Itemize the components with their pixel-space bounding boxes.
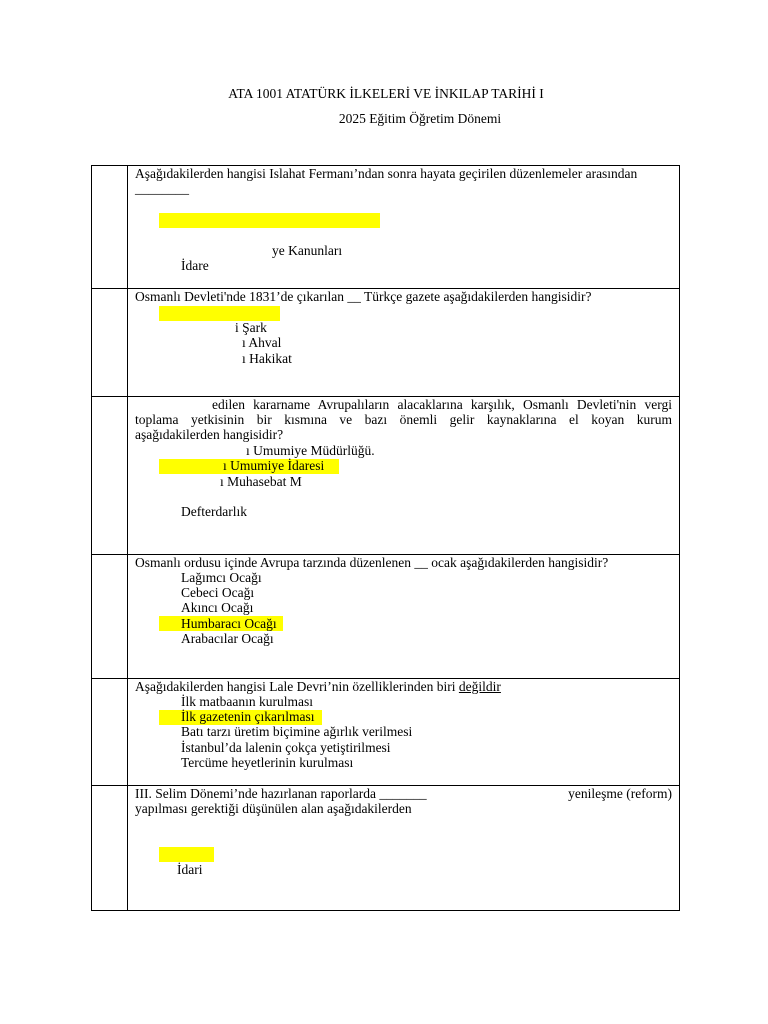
answer-highlight	[159, 847, 214, 862]
answer-highlight	[159, 306, 280, 321]
option-text: i Şark	[235, 320, 267, 335]
option-text: ı Muhasebat M	[220, 474, 302, 489]
question-body-cell	[128, 397, 680, 555]
question-blank: ________	[135, 181, 189, 196]
question-stem: Aşağıdakilerden hangisi Lale Devri’nin özelliklerinden biri değildir	[135, 679, 501, 694]
question-stem-line: edilen kararname Avrupalıların alacaklarına karşılık, Osmanlı Devleti'nin vergi	[212, 397, 672, 412]
option-text: ı Ahval	[242, 335, 282, 350]
document-title: ATA 1001 ATATÜRK İLKELERİ VE İNKILAP TARİHİ I	[228, 86, 544, 101]
question-stem: Osmanlı Devleti'nde 1831’de çıkarılan __ Türkçe gazete aşağıdakilerden hangisidir?	[135, 289, 592, 304]
question-row-5	[92, 679, 680, 786]
option-text: ye Kanunları	[272, 243, 343, 258]
answer-highlight	[159, 213, 380, 228]
question-body-cell	[128, 289, 680, 397]
question-number-cell	[92, 679, 128, 786]
question-number-cell	[92, 786, 128, 911]
option-text: Defterdarlık	[181, 504, 247, 519]
option-text: Lağımcı Ocağı	[181, 570, 262, 585]
option-text: Humbaracı Ocağı	[181, 616, 277, 631]
negation-underlined: değildir	[458, 679, 501, 694]
question-number-cell	[92, 397, 128, 555]
option-text: Cebeci Ocağı	[181, 585, 255, 600]
option-text: İlk matbaanın kurulması	[181, 694, 313, 709]
option-text: ı Hakikat	[242, 351, 292, 366]
question-stem: Osmanlı ordusu içinde Avrupa tarzında düzenlenen __ ocak aşağıdakilerden hangisidir?	[135, 555, 609, 570]
question-stem: yenileşme (reform)	[568, 786, 672, 801]
option-text: Akıncı Ocağı	[181, 600, 254, 615]
question-row-3	[92, 397, 680, 555]
question-row-2	[92, 289, 680, 397]
question-number-cell	[92, 289, 128, 397]
question-body-cell	[128, 166, 680, 289]
option-text: İstanbul’da lalenin çokça yetiştirilmesi	[181, 740, 391, 755]
question-number-cell	[92, 166, 128, 289]
option-text: ı Umumiye İdaresi	[223, 458, 325, 473]
option-text: Batı tarzı üretim biçimine ağırlık verilmesi	[181, 724, 413, 739]
question-row-1	[92, 166, 680, 289]
question-stem-line: aşağıdakilerden hangisidir?	[135, 427, 284, 442]
question-stem: III. Selim Dönemi’nde hazırlanan raporlarda _______	[135, 786, 427, 801]
option-text: İdari	[177, 862, 203, 877]
option-text: İdare	[181, 258, 209, 273]
option-text: ı Umumiye Müdürlüğü.	[246, 443, 375, 458]
question-stem: Aşağıdakilerden hangisi Islahat Fermanı’ndan sonra hayata geçirilen düzenlemeler arasından	[135, 166, 638, 181]
question-number-cell	[92, 555, 128, 679]
question-body-cell	[128, 786, 680, 911]
question-body-cell	[128, 679, 680, 786]
question-row-6	[92, 786, 680, 911]
question-body-cell	[128, 555, 680, 679]
document-subtitle: 2025 Eğitim Öğretim Dönemi	[338, 111, 502, 126]
option-text: Arabacılar Ocağı	[181, 631, 274, 646]
question-stem-line: toplama yetkisinin bir kısmına ve bazı önemli gelir kaynaklarına el koyan kurum	[135, 412, 672, 427]
option-text: Tercüme heyetlerinin kurulması	[181, 755, 354, 770]
question-stem: yapılması gerektiği düşünülen alan aşağıdakilerden	[135, 801, 412, 816]
option-text: İlk gazetenin çıkarılması	[181, 709, 315, 724]
question-row-4	[92, 555, 680, 679]
questions-table	[91, 165, 680, 911]
